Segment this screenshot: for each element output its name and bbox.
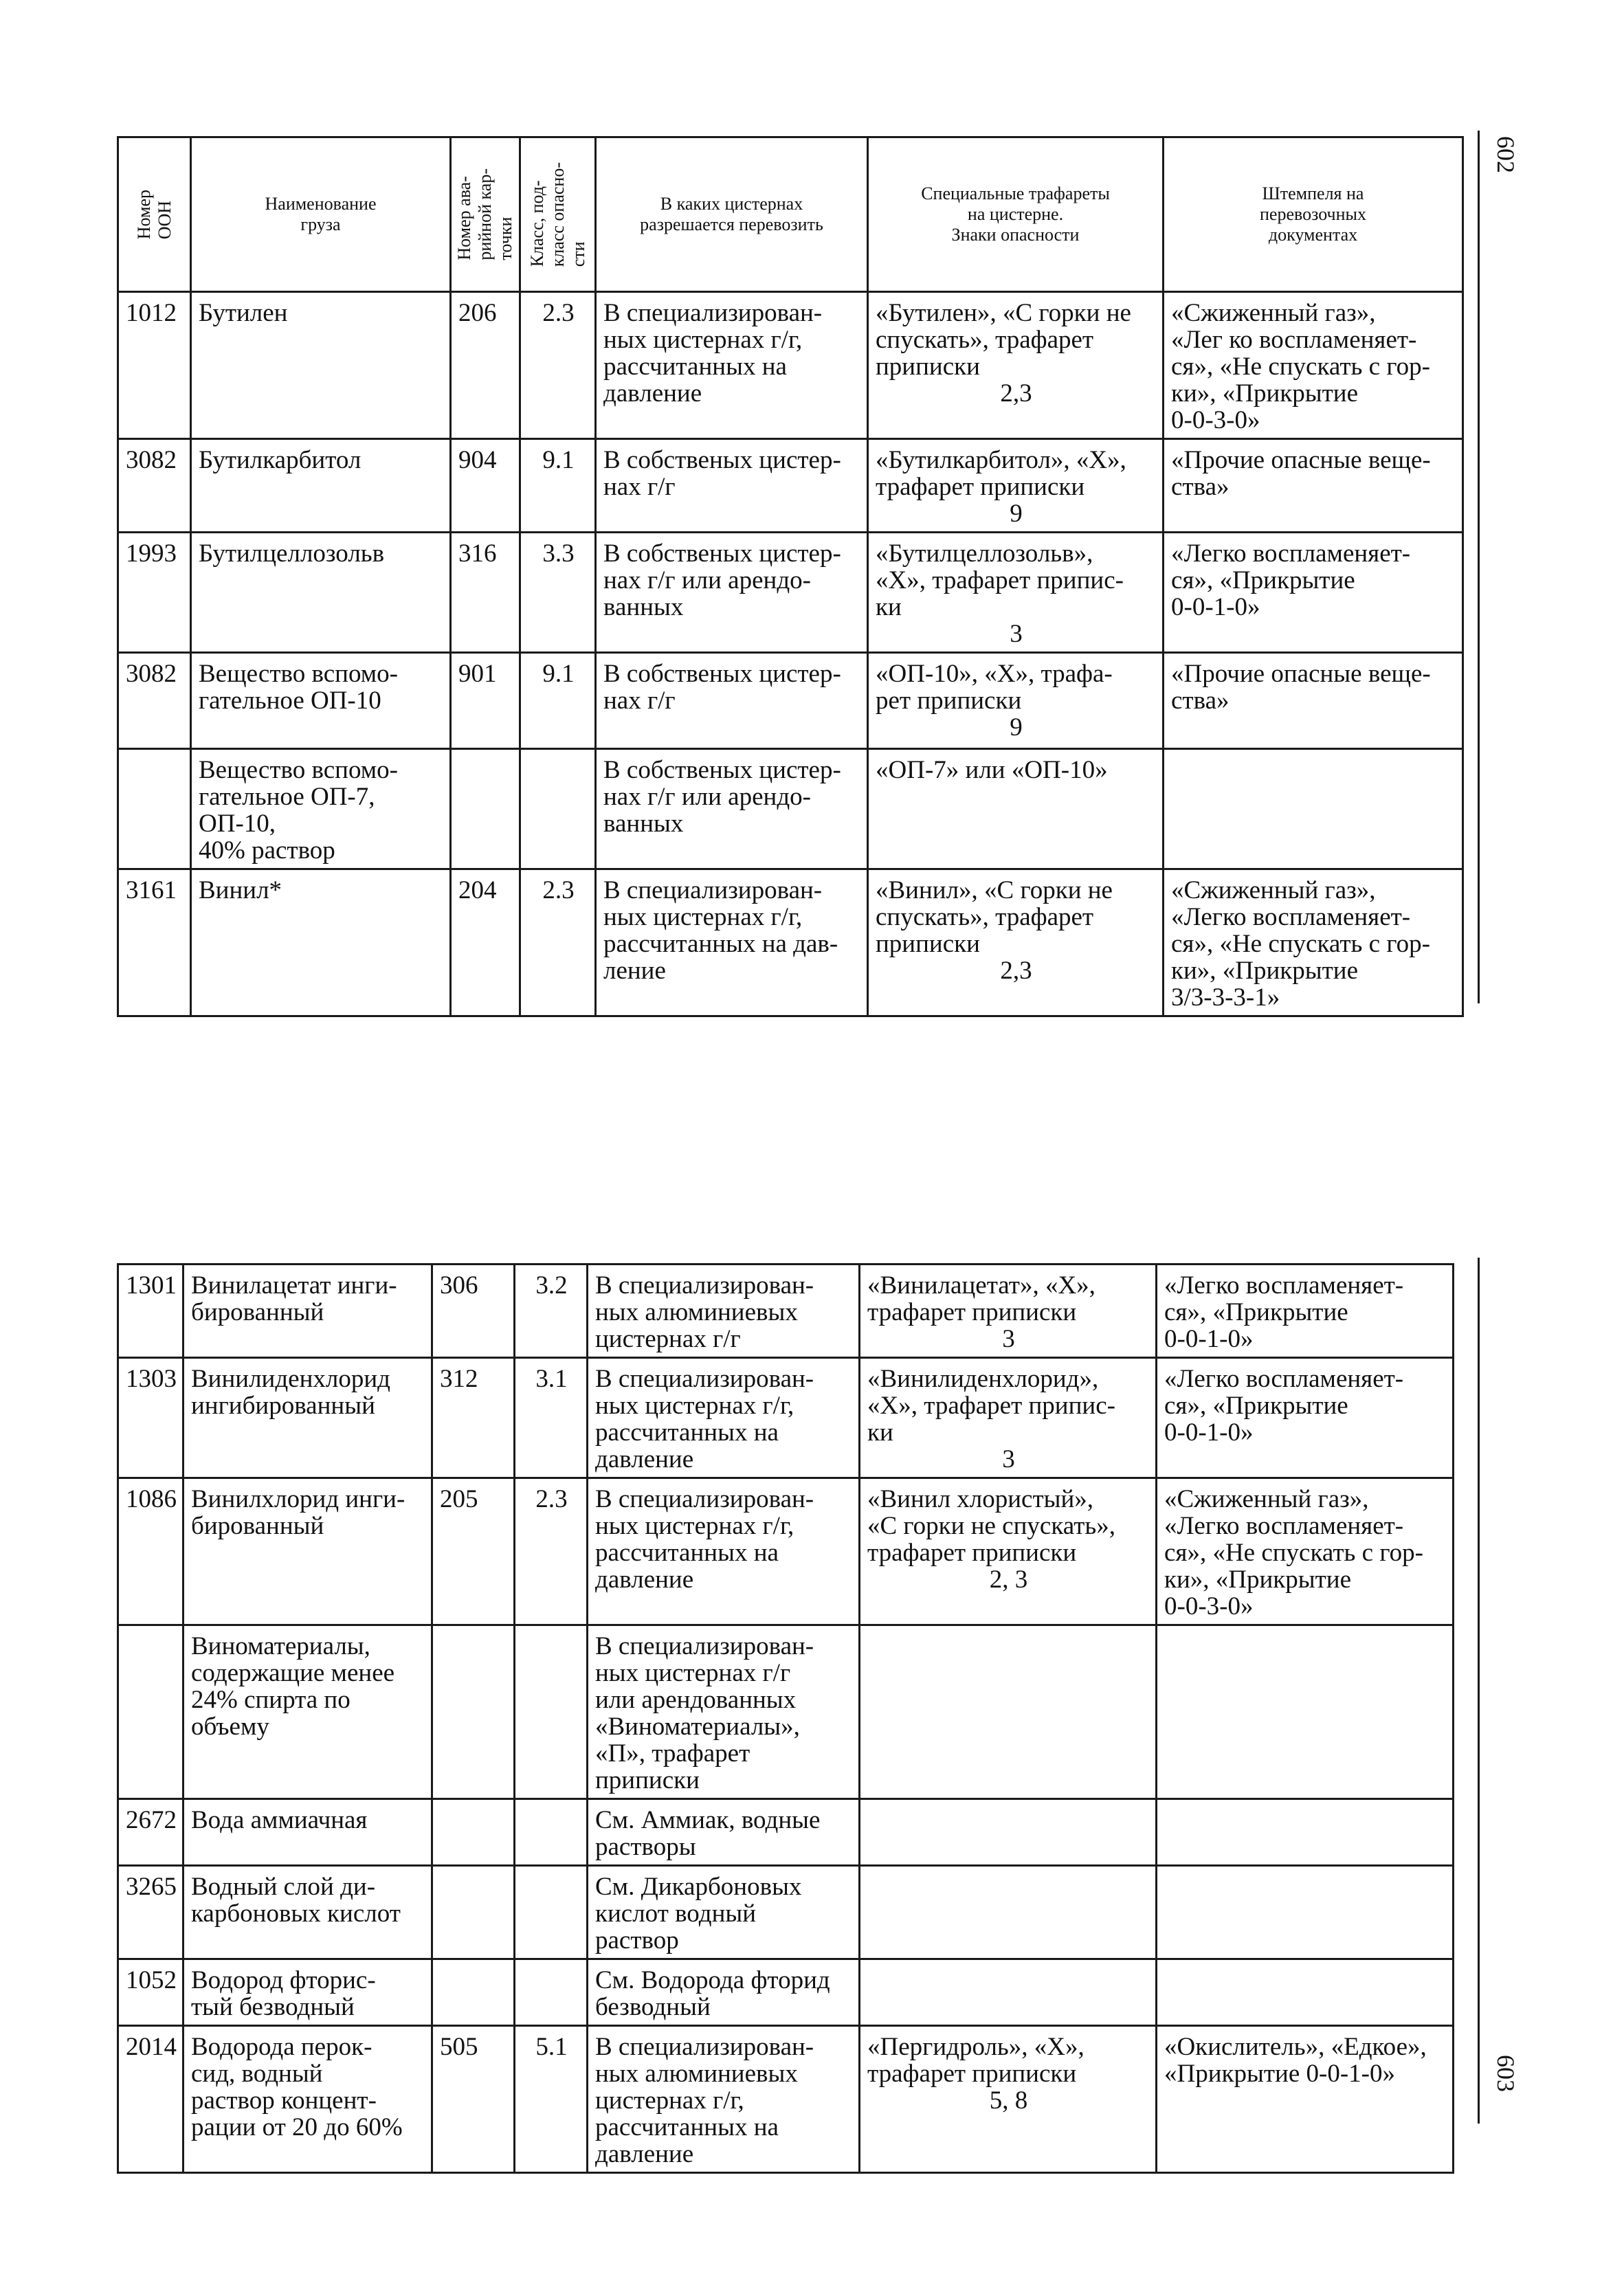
stencil-cell [860,1866,1157,1959]
document-stamp: «Прочие опасные веще- ства» [1164,653,1463,749]
stencil-cell [868,869,1164,1016]
hazard-class: 2.3 [520,869,596,1016]
table-row [118,2026,1454,2173]
table-row [118,653,1463,749]
table-row [118,1265,1454,1358]
emergency-card [432,1625,515,1799]
stencil-cell [868,653,1164,749]
tank-type: В специализирован- ных цистернах г/г, рассчитанных на давление [596,292,868,439]
emergency-card [451,749,520,869]
stencil-text: «Бутилен», «С горки не спускать», трафарет приписки [876,299,1131,381]
emergency-card: 901 [451,653,520,749]
emergency-card: 205 [432,1478,515,1625]
stencil-text: «Бутилцеллозольв», «Х», трафарет припис- ки [876,539,1124,621]
un-number: 1012 [118,292,191,439]
emergency-card [432,1799,515,1866]
header-cargo-name: Наименование груза [191,137,451,292]
header-stencils: Специальные трафареты на цистерне. Знаки опасности [868,137,1164,292]
un-number: 1086 [118,1478,183,1625]
hazard-class: 5.1 [515,2026,588,2173]
cargo-name: Винилхлорид инги- бированный [183,1478,432,1625]
cargo-name: Винилацетат инги- бированный [183,1265,432,1358]
stencil-cell [860,1358,1157,1478]
un-number: 1052 [118,1959,183,2026]
cargo-name: Бутилцеллозольв [191,533,451,653]
hazard-class [515,1866,588,1959]
header-un-number: Номер ООН [118,137,191,292]
un-number: 1301 [118,1265,183,1358]
table-row [118,1799,1454,1866]
table-row [118,749,1463,869]
stencil-text: «Винилиденхлорид», «Х», трафарет припис- ки [867,1365,1115,1447]
un-number: 3265 [118,1866,183,1959]
hazard-placard: 3 [1010,620,1023,648]
stencil-cell [860,1478,1157,1625]
tank-type: В специализирован- ных цистернах г/г, рассчитанных на дав- ление [596,869,868,1016]
emergency-card: 204 [451,869,520,1016]
hazard-placard: 3 [1002,1445,1015,1473]
table-row [118,1625,1454,1799]
tank-type: В специализирован- ных алюминиевых цистернах г/г, рассчитанных на давление [588,2026,860,2173]
un-number: 2672 [118,1799,183,1866]
un-number: 3082 [118,439,191,533]
page-number-top: 602 [1492,136,1520,173]
un-number: 3082 [118,653,191,749]
cargo-name: Винил* [191,869,451,1016]
tank-type: См. Дикарбоновых кислот водный раствор [588,1866,860,1959]
table-row [118,533,1463,653]
hazard-class [515,1799,588,1866]
document-stamp: «Легко воспламеняет- ся», «Прикрытие 0-0-1-0» [1157,1265,1454,1358]
hazard-placard: 2, 3 [989,1566,1028,1594]
table-row [118,869,1463,1016]
emergency-card [432,1959,515,2026]
stencil-cell [868,533,1164,653]
hazard-placard: 2,3 [1000,379,1032,408]
stencil-cell [860,1625,1157,1799]
tank-type: В специализирован- ных цистернах г/г, рассчитанных на давление [588,1478,860,1625]
hazard-class: 3.3 [520,533,596,653]
document-stamp: «Прочие опасные веще- ства» [1164,439,1463,533]
un-number: 1303 [118,1358,183,1478]
stencil-text: «Винилацетат», «Х», трафарет приписки [867,1271,1095,1326]
cargo-name: Винилиденхлорид ингибированный [183,1358,432,1478]
header-stamps: Штемпеля на перевозочных документах [1164,137,1463,292]
hazard-placard: 5, 8 [989,2086,1028,2115]
document-stamp [1164,749,1463,869]
stencil-text: «ОП-10», «Х», трафа- рет приписки [876,660,1113,715]
stencil-text: «Бутилкарбитол», «Х», трафарет приписки [876,446,1126,501]
emergency-card: 206 [451,292,520,439]
hazard-class [520,749,596,869]
cargo-name: Вещество вспомо- гательное ОП-7, ОП-10, 40% раствор [191,749,451,869]
emergency-card: 505 [432,2026,515,2173]
header-hazard-class: Класс, под- класс опасно- сти [520,137,596,292]
emergency-card: 904 [451,439,520,533]
hazard-class: 3.1 [515,1358,588,1478]
stencil-text: «ОП-7» или «ОП-10» [876,756,1108,784]
tank-type: В специализирован- ных цистернах г/г, рассчитанных на давление [588,1358,860,1478]
document-stamp [1157,1959,1454,2026]
stencil-text: «Пергидроль», «Х», трафарет приписки [867,2033,1084,2088]
header-tank-type: В каких цистернах разрешается перевозить [596,137,868,292]
cargo-name: Вещество вспомо- гательное ОП-10 [191,653,451,749]
table-row [118,439,1463,533]
tank-type: В собственых цистер- нах г/г [596,439,868,533]
table-row [118,1866,1454,1959]
page-number-bottom: 603 [1492,2055,1520,2092]
tank-type: См. Аммиак, водные растворы [588,1799,860,1866]
document-stamp: «Сжиженный газ», «Лег ко воспламеняет- ся», «Не спускать с гор- ки», «Прикрытие 0-0-3-0» [1164,292,1463,439]
document-stamp: «Окислитель», «Едкое», «Прикрытие 0-0-1-0» [1157,2026,1454,2173]
emergency-card: 312 [432,1358,515,1478]
hazard-class: 2.3 [515,1478,588,1625]
table-page-603 [117,1263,1454,2174]
tank-type: В собственых цистер- нах г/г или арендо- ванных [596,749,868,869]
document-stamp [1157,1866,1454,1959]
right-margin-rule-bottom [1478,1258,1480,2124]
hazard-placard: 9 [1010,713,1023,742]
stencil-cell [868,439,1164,533]
document-stamp: «Легко воспламеняет- ся», «Прикрытие 0-0-1-0» [1157,1358,1454,1478]
cargo-name: Водный слой ди- карбоновых кислот [183,1866,432,1959]
emergency-card: 316 [451,533,520,653]
cargo-name: Вода аммиачная [183,1799,432,1866]
hazard-placard: 9 [1010,500,1023,528]
hazard-placard: 3 [1002,1325,1015,1353]
hazard-placard: 2,3 [1000,957,1032,985]
emergency-card [432,1866,515,1959]
un-number: 1993 [118,533,191,653]
cargo-table-bottom [117,1263,1454,2174]
stencil-cell [860,2026,1157,2173]
document-stamp [1157,1625,1454,1799]
tank-type: В специализирован- ных алюминиевых цистернах г/г [588,1265,860,1358]
cargo-name: Водорода перок- сид, водный раствор концент- рации от 20 до 60% [183,2026,432,2173]
stencil-cell [860,1799,1157,1866]
hazard-class [515,1625,588,1799]
tank-type: В специализирован- ных цистернах г/г или арендованных «Виноматериалы», «П», трафарет приписки [588,1625,860,1799]
document-stamp: «Легко воспламеняет- ся», «Прикрытие 0-0-1-0» [1164,533,1463,653]
hazard-class: 9.1 [520,439,596,533]
cargo-name: Водород фторис- тый безводный [183,1959,432,2026]
table-row [118,1478,1454,1625]
cargo-table-top [117,136,1464,1017]
tank-type: См. Водорода фторид безводный [588,1959,860,2026]
table-page-602 [117,136,1464,1017]
stencil-cell [860,1265,1157,1358]
table-row [118,1959,1454,2026]
un-number [118,1625,183,1799]
emergency-card: 306 [432,1265,515,1358]
stencil-cell [868,749,1164,869]
tank-type: В собственых цистер- нах г/г или арендо- ванных [596,533,868,653]
un-number: 2014 [118,2026,183,2173]
un-number: 3161 [118,869,191,1016]
hazard-class [515,1959,588,2026]
stencil-text: «Винил хлористый», «С горки не спускать», трафарет приписки [867,1485,1116,1567]
header-emergency-card: Номер ава- рийной кар- точки [451,137,520,292]
tank-type: В собственых цистер- нах г/г [596,653,868,749]
table-row [118,1358,1454,1478]
table-row [118,292,1463,439]
hazard-class: 2.3 [520,292,596,439]
document-stamp: «Сжиженный газ», «Легко воспламеняет- ся», «Не спускать с гор- ки», «Прикрытие 0-0-3-0» [1157,1478,1454,1625]
cargo-name: Бутилкарбитол [191,439,451,533]
stencil-cell [860,1959,1157,2026]
stencil-text: «Винил», «С горки не спускать», трафарет приписки [876,876,1113,958]
hazard-class: 3.2 [515,1265,588,1358]
un-number [118,749,191,869]
document-stamp [1157,1799,1454,1866]
stencil-cell [868,292,1164,439]
hazard-class: 9.1 [520,653,596,749]
cargo-name: Виноматериалы, содержащие менее 24% спирта по объему [183,1625,432,1799]
right-margin-rule-top [1478,131,1480,1003]
cargo-name: Бутилен [191,292,451,439]
document-stamp: «Сжиженный газ», «Легко воспламеняет- ся», «Не спускать с гор- ки», «Прикрытие 3/3-3-3-1» [1164,869,1463,1016]
